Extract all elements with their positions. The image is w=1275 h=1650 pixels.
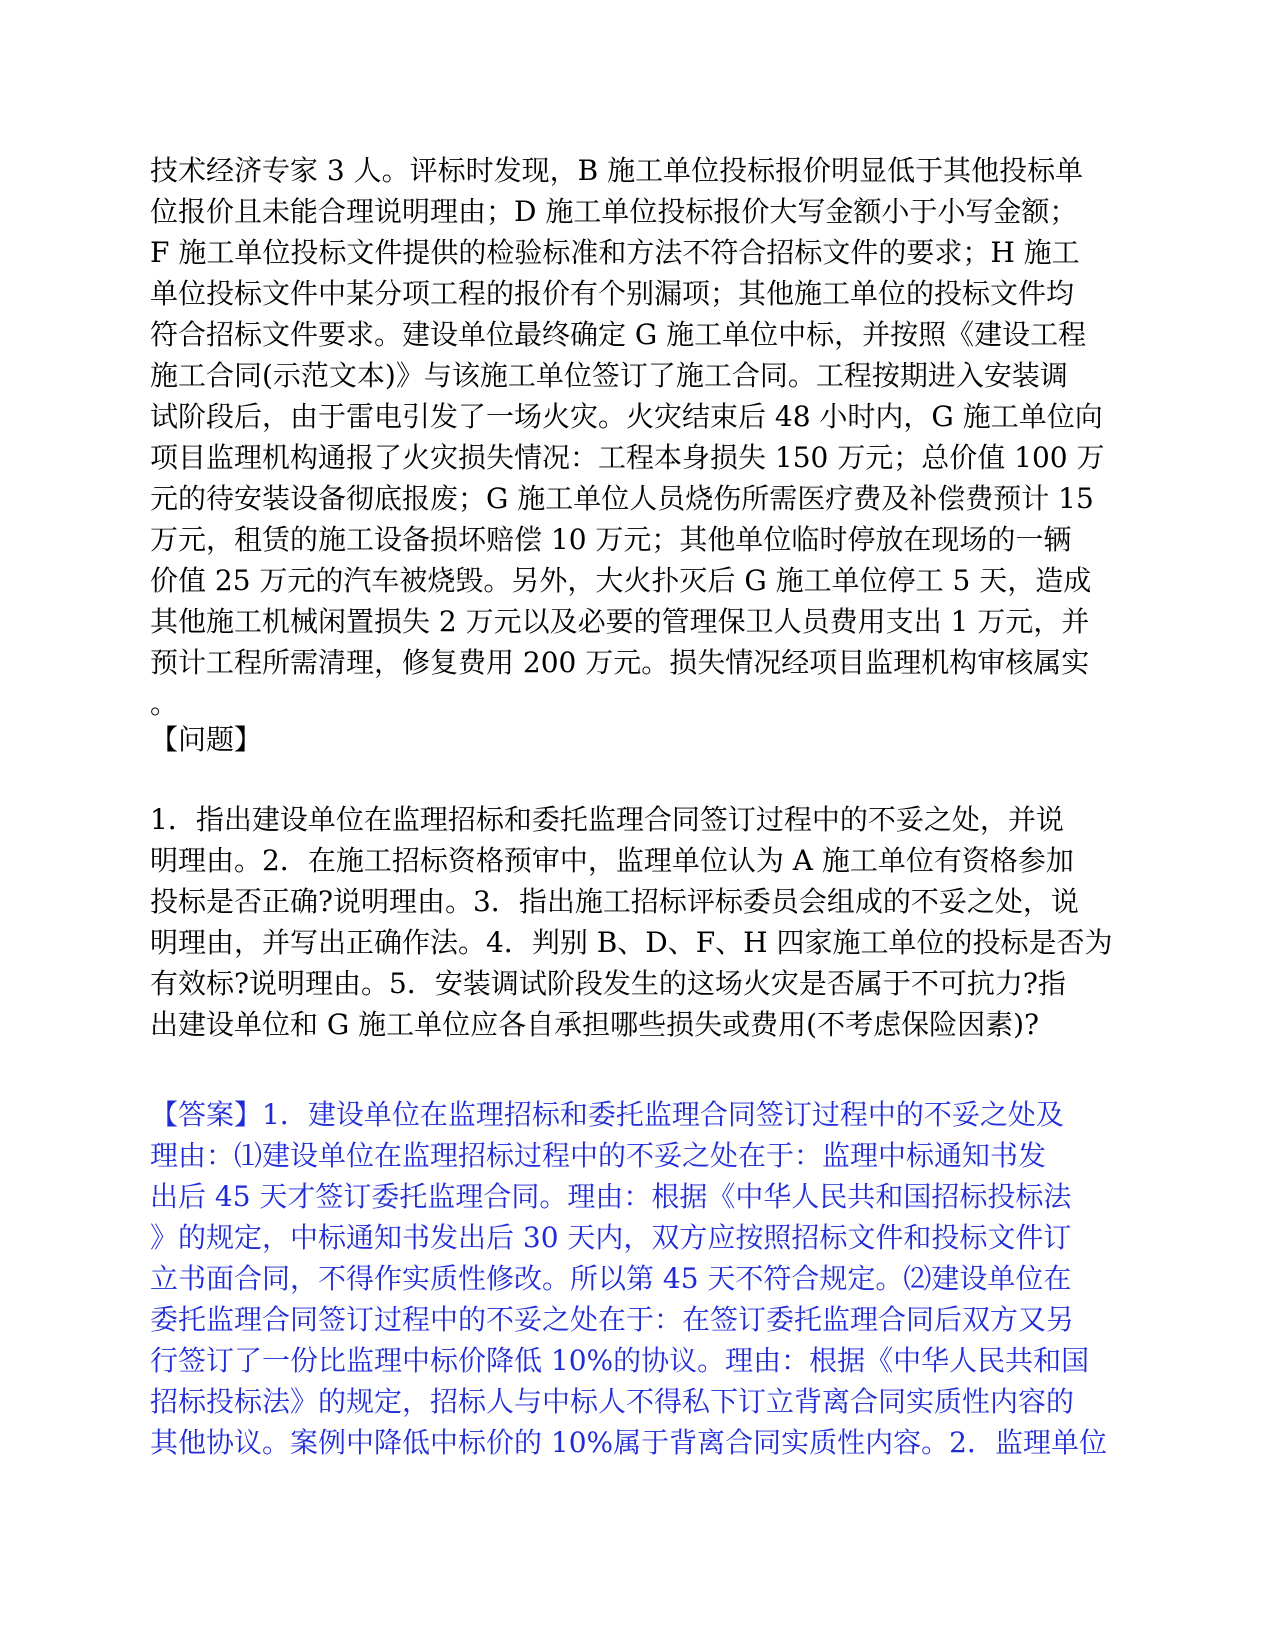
answer-line: 行签订了一份比监理中标价降低 10%的协议。理由：根据《中华人民共和国 xyxy=(150,1344,1090,1377)
case-line: 其他施工机械闲置损失 2 万元以及必要的管理保卫人员费用支出 1 万元，并 xyxy=(150,605,1090,638)
answer-line: 【答案】1．建设单位在监理招标和委托监理合同签订过程中的不妥之处及 xyxy=(150,1098,1064,1131)
question-line: 明理由，并写出正确作法。4．判别 B、D、F、H 四家施工单位的投标是否为 xyxy=(150,926,1113,959)
case-line: 元的待安装设备彻底报废；G 施工单位人员烧伤所需医疗费及补偿费预计 15 xyxy=(150,482,1094,515)
answer-line: 出后 45 天才签订委托监理合同。理由：根据《中华人民共和国招标投标法 xyxy=(150,1180,1072,1213)
case-line: 价值 25 万元的汽车被烧毁。另外，大火扑灭后 G 施工单位停工 5 天，造成 xyxy=(150,564,1092,597)
question-line: 出建设单位和 G 施工单位应各自承担哪些损失或费用(不考虑保险因素)? xyxy=(150,1008,1040,1041)
case-description xyxy=(150,150,1125,724)
answer-line: 理由：⑴建设单位在监理招标过程中的不妥之处在于：监理中标通知书发 xyxy=(150,1139,1047,1172)
question-heading-text: 【问题】 xyxy=(150,723,263,756)
answer-line: 其他协议。案例中降低中标价的 10%属于背离合同实质性内容。2．监理单位 xyxy=(150,1426,1107,1459)
case-line: 。 xyxy=(150,687,179,720)
question-heading xyxy=(150,719,1125,760)
answer-line: 》的规定，中标通知书发出后 30 天内，双方应按照招标文件和投标文件订 xyxy=(150,1221,1072,1254)
answer-line: 招标投标法》的规定，招标人与中标人不得私下订立背离合同实质性内容的 xyxy=(150,1385,1075,1418)
question-line: 明理由。2．在施工招标资格预审中，监理单位认为 A 施工单位有资格参加 xyxy=(150,844,1074,877)
case-line: 技术经济专家 3 人。评标时发现，B 施工单位投标报价明显低于其他投标单 xyxy=(150,154,1084,187)
question-line: 1．指出建设单位在监理招标和委托监理合同签订过程中的不妥之处，并说 xyxy=(150,803,1064,836)
case-line: 试阶段后，由于雷电引发了一场火灾。火灾结束后 48 小时内，G 施工单位向 xyxy=(150,400,1103,433)
case-line: 符合招标文件要求。建设单位最终确定 G 施工单位中标，并按照《建设工程 xyxy=(150,318,1087,351)
answer-line: 立书面合同，不得作实质性修改。所以第 45 天不符合规定。⑵建设单位在 xyxy=(150,1262,1072,1295)
case-line: 万元，租赁的施工设备损坏赔偿 10 万元；其他单位临时停放在现场的一辆 xyxy=(150,523,1072,556)
answer-section xyxy=(150,1094,1125,1463)
case-line: 预计工程所需清理，修复费用 200 万元。损失情况经项目监理机构审核属实 xyxy=(150,646,1090,679)
question-line: 有效标?说明理由。5．安装调试阶段发生的这场火灾是否属于不可抗力?指 xyxy=(150,967,1066,1000)
case-line: F 施工单位投标文件提供的检验标准和方法不符合招标文件的要求；H 施工 xyxy=(150,236,1080,269)
case-line: 位报价且未能合理说明理由；D 施工单位投标报价大写金额小于小写金额； xyxy=(150,195,1078,228)
case-line: 项目监理机构通报了火灾损失情况：工程本身损失 150 万元；总价值 100 万 xyxy=(150,441,1105,474)
question-line: 投标是否正确?说明理由。3．指出施工招标评标委员会组成的不妥之处，说 xyxy=(150,885,1079,918)
answer-line: 委托监理合同签订过程中的不妥之处在于：在签订委托监理合同后双方又另 xyxy=(150,1303,1075,1336)
case-line: 施工合同(示范文本)》与该施工单位签订了施工合同。工程按期进入安装调 xyxy=(150,359,1068,392)
case-line: 单位投标文件中某分项工程的报价有个别漏项；其他施工单位的投标文件均 xyxy=(150,277,1075,310)
question-list xyxy=(150,799,1125,1045)
